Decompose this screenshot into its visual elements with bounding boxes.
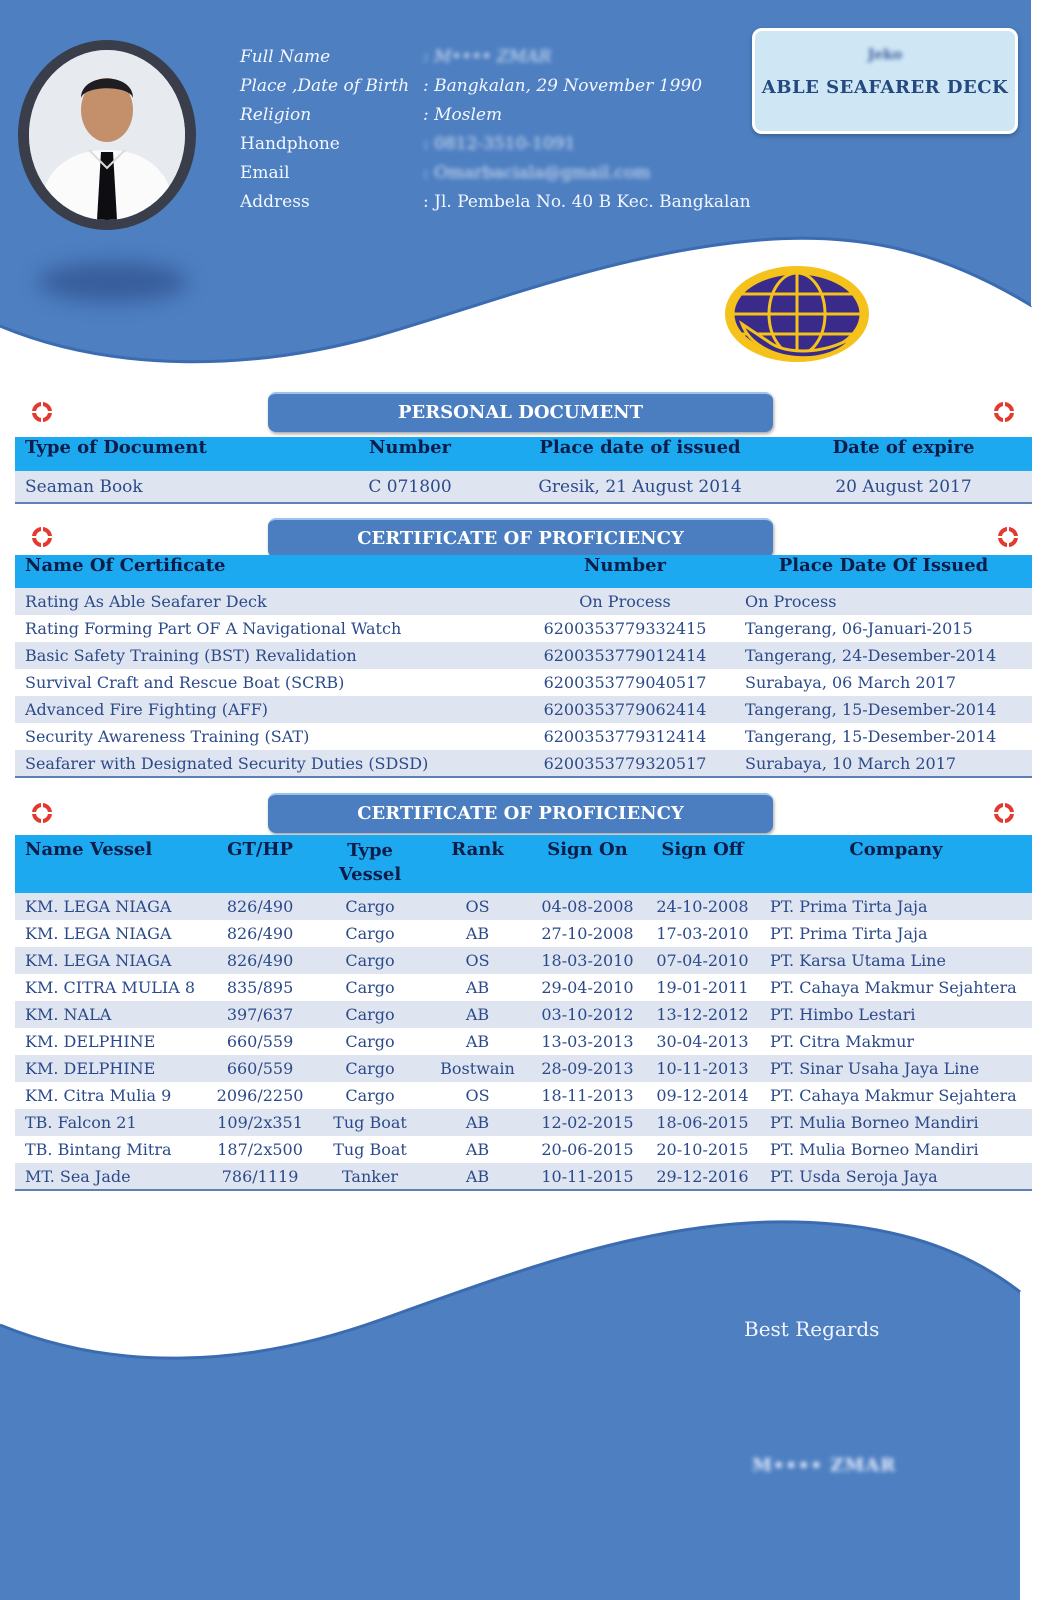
personal-info	[240, 42, 751, 216]
table-row	[15, 696, 1032, 723]
column-header: Place date of issued	[539, 437, 741, 458]
table-cell: Tanker	[341, 1166, 399, 1186]
target-icon	[32, 402, 52, 422]
table-cell: 835/895	[226, 978, 294, 997]
table-cell: 6200353779320517	[543, 753, 707, 773]
table-cell: 660/559	[226, 1059, 294, 1078]
table-cell: 09-12-2014	[656, 1086, 749, 1105]
table-cell: KM. Citra Mulia 9	[25, 1086, 172, 1105]
target-icon	[32, 803, 52, 823]
table-cell: Cargo	[345, 1059, 395, 1078]
table-cell: 6200353779312414	[543, 727, 707, 746]
table-cell: 660/559	[226, 1032, 294, 1051]
section-header-sea-experience: CERTIFICATE OF PROFICIENCY	[268, 793, 773, 833]
table-row	[15, 920, 1032, 947]
table-cell: KM. DELPHINE	[25, 1059, 156, 1078]
table-row	[15, 1163, 1032, 1190]
column-header: Type of Document	[25, 437, 207, 458]
table-cell: PT. Prima Tirta Jaja	[769, 924, 928, 943]
table-cell: Tug Boat	[333, 1113, 407, 1132]
table-cell: 18-03-2010	[541, 951, 634, 970]
table-cell: KM. LEGA NIAGA	[25, 897, 172, 916]
info-row-birth	[240, 71, 751, 100]
table-cell: Advanced Fire Fighting (AFF)	[25, 700, 269, 719]
table-cell: 6200353779012414	[543, 646, 707, 665]
table-cell: 18-11-2013	[541, 1086, 634, 1105]
table-cell: AB	[465, 1005, 490, 1024]
target-icon	[32, 527, 52, 547]
table-cell: TB. Falcon 21	[25, 1113, 137, 1132]
table-cell: 20-10-2015	[656, 1140, 749, 1159]
table-cell: AB	[465, 1140, 490, 1159]
table-cell: 18-06-2015	[656, 1113, 749, 1132]
table-cell: PT. Cahaya Makmur Sejahtera	[769, 978, 1017, 997]
column-header: Sign On	[547, 839, 628, 860]
table-cell: 29-04-2010	[541, 978, 634, 997]
column-header: Type Vessel	[338, 840, 402, 885]
info-label: Address	[240, 191, 310, 212]
table-cell: Cargo	[345, 897, 395, 916]
column-header: Name Of Certificate	[25, 555, 226, 576]
target-icon	[994, 803, 1014, 823]
table-cell: PT. Karsa Utama Line	[769, 951, 946, 970]
table-cell: 04-08-2008	[541, 897, 634, 916]
table-row	[15, 1055, 1032, 1082]
column-header: Rank	[451, 839, 504, 860]
table-cell: AB	[465, 1166, 490, 1186]
table-cell: 29-12-2016	[656, 1166, 749, 1186]
table-cell: Bostwain	[440, 1059, 515, 1078]
table-cell: 07-04-2010	[656, 951, 749, 970]
table-cell: Gresik, 21 August 2014	[538, 476, 742, 497]
column-header: Name Vessel	[25, 839, 153, 860]
info-value: : Omarbaciala@gmail.com	[423, 162, 651, 183]
globe-anchor-emblem-icon	[722, 264, 872, 370]
table-row	[15, 615, 1032, 642]
table-header-row	[15, 437, 1032, 471]
table-row	[15, 1082, 1032, 1109]
table-cell: 2096/2250	[216, 1086, 304, 1105]
table-cell: 10-11-2013	[656, 1059, 749, 1078]
table-cell: 30-04-2013	[656, 1032, 749, 1051]
table-cell: 24-10-2008	[656, 897, 749, 916]
info-row-religion	[240, 100, 751, 129]
column-header: Number	[583, 555, 667, 576]
table-row	[15, 723, 1032, 750]
table-row	[15, 974, 1032, 1001]
table-cell: 6200353779332415	[543, 619, 707, 638]
table-cell: Basic Safety Training (BST) Revalidation	[25, 646, 357, 665]
rank-box	[752, 28, 1018, 134]
sea-experience-table	[15, 835, 1032, 1191]
section-header-certificates: CERTIFICATE OF PROFICIENCY	[268, 518, 773, 558]
target-icon	[994, 402, 1014, 422]
info-row-email	[240, 158, 751, 187]
table-cell: Tangerang, 15-Desember-2014	[745, 727, 997, 746]
table-cell: OS	[465, 951, 490, 970]
table-cell: Tangerang, 24-Desember-2014	[745, 646, 997, 665]
column-header: Sign Off	[661, 839, 744, 860]
table-cell: 826/490	[226, 924, 294, 943]
table-cell: PT. Usda Seroja Jaya	[769, 1166, 938, 1186]
table-cell: AB	[465, 1032, 490, 1051]
table-cell: On Process	[579, 592, 671, 611]
table-cell: 10-11-2015	[541, 1166, 634, 1186]
table-cell: OS	[465, 897, 490, 916]
info-label: Handphone	[240, 133, 340, 154]
info-row-handphone	[240, 129, 751, 158]
person-photo-icon	[29, 50, 185, 220]
table-row	[15, 669, 1032, 696]
table-cell: Security Awareness Training (SAT)	[25, 727, 310, 746]
info-label: Full Name	[240, 46, 331, 67]
table-cell: PT. Mulia Borneo Mandiri	[769, 1113, 979, 1132]
table-cell: Cargo	[345, 951, 395, 970]
table-cell: 27-10-2008	[541, 924, 634, 943]
table-cell: Tug Boat	[333, 1140, 407, 1159]
target-icon	[998, 527, 1018, 547]
table-cell: PT. Himbo Lestari	[769, 1005, 916, 1024]
signature-name: M•••• ZMAR	[752, 1455, 897, 1476]
table-cell: 20 August 2017	[835, 476, 972, 497]
table-cell: PT. Prima Tirta Jaja	[769, 897, 928, 916]
table-cell: Rating As Able Seafarer Deck	[25, 592, 267, 611]
table-cell: TB. Bintang Mitra	[25, 1140, 172, 1159]
table-cell: 826/490	[226, 951, 294, 970]
table-cell: MT. Sea Jade	[25, 1166, 131, 1186]
rank-title: ABLE SEAFARER DECK	[761, 77, 1009, 98]
table-cell: Cargo	[345, 1005, 395, 1024]
table-header-row	[15, 835, 1032, 893]
table-cell: 109/2x351	[217, 1113, 303, 1132]
table-row	[15, 471, 1032, 503]
table-row	[15, 947, 1032, 974]
column-header: Number	[368, 437, 452, 458]
info-value: : 0812-3510-1091	[423, 133, 576, 154]
column-header: Company	[849, 839, 943, 860]
table-row	[15, 1001, 1032, 1028]
table-row	[15, 750, 1032, 777]
table-cell: Seafarer with Designated Security Duties (SDSD)	[25, 753, 429, 773]
table-cell: 12-02-2015	[541, 1113, 634, 1132]
info-value: : M•••• ZMAR	[423, 46, 552, 67]
info-value: : Bangkalan, 29 November 1990	[423, 75, 703, 96]
table-cell: PT. Mulia Borneo Mandiri	[769, 1140, 979, 1159]
info-label: Email	[240, 162, 290, 183]
table-row	[15, 1109, 1032, 1136]
table-cell: 13-03-2013	[541, 1032, 634, 1051]
table-cell: Cargo	[345, 1086, 395, 1105]
table-cell: 19-01-2011	[656, 978, 749, 997]
table-cell: 6200353779062414	[543, 700, 707, 719]
column-header: Place Date Of Issued	[778, 555, 989, 576]
table-cell: 826/490	[226, 897, 294, 916]
table-cell: PT. Citra Makmur	[769, 1032, 915, 1051]
table-cell: 6200353779040517	[543, 673, 707, 692]
table-header-row	[15, 555, 1032, 588]
table-cell: Seaman Book	[25, 476, 143, 497]
profile-photo-frame	[18, 40, 196, 230]
best-regards: Best Regards	[744, 1317, 880, 1341]
column-header: Date of expire	[832, 437, 975, 458]
table-row	[15, 588, 1032, 615]
table-cell: PT. Sinar Usaha Jaya Line	[769, 1059, 980, 1078]
table-cell: 20-06-2015	[541, 1140, 634, 1159]
table-cell: Cargo	[345, 924, 395, 943]
table-cell: Cargo	[345, 1032, 395, 1051]
table-row	[15, 1136, 1032, 1163]
table-cell: C 071800	[368, 476, 452, 497]
certificates-table	[15, 555, 1032, 778]
info-row-full-name	[240, 42, 751, 71]
info-value: : Jl. Pembela No. 40 B Kec. Bangkalan	[423, 191, 751, 212]
table-cell: AB	[465, 1113, 490, 1132]
info-value: : Moslem	[423, 104, 503, 125]
table-cell: KM. CITRA MULIA 8	[25, 978, 196, 997]
table-cell: 03-10-2012	[541, 1005, 634, 1024]
table-cell: 187/2x500	[217, 1140, 303, 1159]
info-row-address	[240, 187, 751, 216]
table-cell: 786/1119	[221, 1166, 299, 1186]
table-cell: 397/637	[226, 1005, 294, 1024]
table-row	[15, 642, 1032, 669]
table-cell: PT. Cahaya Makmur Sejahtera	[769, 1086, 1017, 1105]
info-label: Religion	[240, 104, 312, 125]
table-cell: AB	[465, 924, 490, 943]
table-cell: Surabaya, 10 March 2017	[745, 753, 957, 773]
rank-top-text: Jeko	[867, 47, 903, 63]
photo-shadow	[38, 262, 188, 302]
table-row	[15, 893, 1032, 920]
table-cell: OS	[465, 1086, 490, 1105]
table-row	[15, 1028, 1032, 1055]
table-cell: KM. DELPHINE	[25, 1032, 156, 1051]
table-cell: Survival Craft and Rescue Boat (SCRB)	[25, 673, 345, 692]
info-label: Place ,Date of Birth	[240, 75, 410, 96]
table-cell: Rating Forming Part OF A Navigational Watch	[25, 619, 402, 638]
section-header-personal-document: PERSONAL DOCUMENT	[268, 392, 773, 432]
table-cell: 17-03-2010	[656, 924, 749, 943]
personal-document-table	[15, 437, 1032, 504]
table-cell: On Process	[745, 592, 837, 611]
table-cell: Surabaya, 06 March 2017	[745, 673, 957, 692]
table-cell: Tangerang, 06-Januari-2015	[745, 619, 973, 638]
table-cell: KM. LEGA NIAGA	[25, 951, 172, 970]
table-cell: AB	[465, 978, 490, 997]
table-cell: 13-12-2012	[656, 1005, 749, 1024]
column-header: GT/HP	[227, 839, 293, 860]
table-cell: 28-09-2013	[541, 1059, 634, 1078]
table-cell: Tangerang, 15-Desember-2014	[745, 700, 997, 719]
table-cell: KM. NALA	[25, 1005, 112, 1024]
table-cell: KM. LEGA NIAGA	[25, 924, 172, 943]
table-cell: Cargo	[345, 978, 395, 997]
